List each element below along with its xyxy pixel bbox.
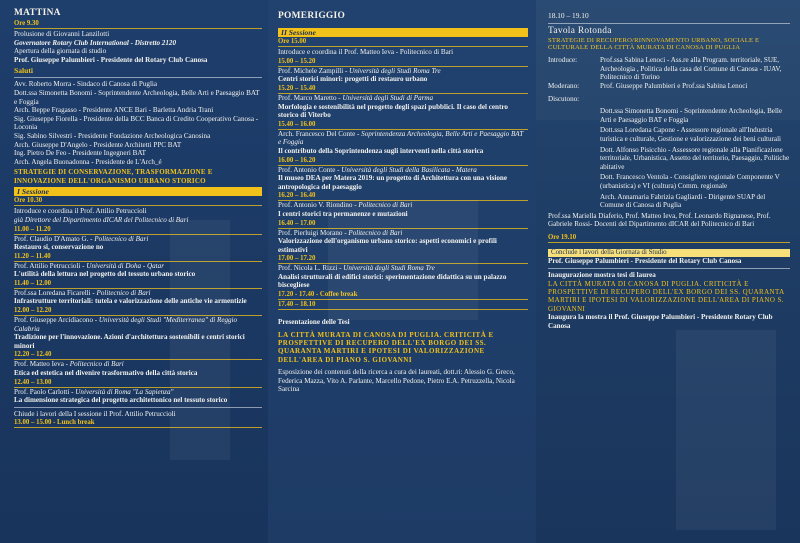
talk-affiliation: Università degli Studi Roma Tre xyxy=(349,66,441,75)
talk-item: 12.00 – 12.20 Prof. Giuseppe Arcidiacono - Università degli Studi "Mediterranea" di Reggio Calabria Tradizione per l'innovazione. Azioni d'architettura sostenibili e centri storici minori xyxy=(14,307,262,350)
talk-time: 15.40 – 16.00 xyxy=(278,121,528,130)
talk-title: Restauro si, conservazione no xyxy=(14,243,104,252)
mostra-label: Inaugurazione mostra tesi di laurea xyxy=(548,271,656,280)
talk-speaker: Prof.ssa Loredana Ficarelli xyxy=(14,288,91,297)
saluto-item: Ing. Pietro De Feo - Presidente Ingegneri BAT xyxy=(14,149,146,158)
session-1-intro-role: già Direttore del Dipartimento dICAR del Politecnico di Bari xyxy=(14,215,189,224)
talk-item: 17.00 – 17.20 Prof. Nicola L. Rizzi - Università degli Studi Roma Tre Analisi strutturali di edifici storici: sperimentazione didattica su un palazzo bisceglíese xyxy=(278,255,528,290)
talk-item: 11.20 – 11.40 Prof. Attilio Petruccioli - Università di Doha - Qatar L'utilità della lettura nel progetto del tessuto urbano storico xyxy=(14,253,262,279)
talk-speaker: Arch. Francesco Del Conte xyxy=(278,129,356,138)
session-1-intro: Introduce e coordina il Prof. Attilio Petruccioli xyxy=(14,207,147,216)
docenti-text: Prof.ssa Mariella Diaferio, Prof. Matteo Ieva, Prof. Leonardo Rignanese, Prof. Gabriele Rossi- Docenti del Dipartimento dICAR del Politecnico di Bari xyxy=(548,211,771,229)
talk-time: 15.20 – 15.40 xyxy=(278,85,528,94)
introduce-label: Introduce: xyxy=(548,56,578,65)
strategie-heading: STRATEGIE DI CONSERVAZIONE, TRASFORMAZIONE E INNOVAZIONE DELL'ORGANISMO URBANO STORICO xyxy=(14,168,213,185)
talk-affiliation: Politecnico di Bari xyxy=(69,360,124,369)
talk-affiliation: Politecnico di Bari xyxy=(96,288,151,297)
talk-affiliation: Università di Roma "La Sapienza" xyxy=(75,387,174,396)
talk-speaker: Prof. Michele Zampilli xyxy=(278,66,344,75)
talk-affiliation: Università degli Studi della Basilicata - Matera xyxy=(341,165,477,174)
mostra-title: LA CITTÀ MURATA DI CANOSA DI PUGLIA. CRITICITÀ E PROSPETTIVE DI RECUPERO DELL'EX BORGO DEI SS. QUARANTA MARTIRI E IPOTESI DI VALORIZZAZIONE DELL'AREA DI PIANO S. GIOVANNI xyxy=(548,279,785,313)
talk-speaker: Prof. Paolo Carlotti xyxy=(14,387,70,396)
tesi-text: Esposizione dei contenuti della ricerca a cura dei laureati, dott.ri: Alessio G. Greco, Federica Mazza, Vito A. Parlante, Marcello Pedone, Pietro E.A. Petruzzella, Nicola Sarcina xyxy=(278,368,515,394)
saluto-item: Arch. Angela Buonadonna - Presidente de L'Arch_é xyxy=(14,157,162,166)
talk-time: 17.00 – 17.20 xyxy=(278,255,528,264)
close-text-value: Prof. Giuseppe Palumbieri - Presidente del Rotary Club Canosa xyxy=(548,257,742,266)
talk-time: 11.40 – 12.00 xyxy=(14,280,262,289)
mattina-column xyxy=(0,0,268,543)
modera-label: Moderano: xyxy=(548,81,580,90)
mattina-title: MATTINA xyxy=(14,8,61,18)
talk-title: Morfologia e sostenibilità nel progetto degli spazi pubblici. Il caso del centro storico di Viterbo xyxy=(278,102,508,120)
talk-item: 12.20 – 12.40 Prof. Matteo Ieva - Politecnico di Bari Etica ed estetica nel divenire trasformativo della città storica xyxy=(14,351,262,377)
tesi-title: LA CITTÀ MURATA DI CANOSA DI PUGLIA. CRITICITÀ E PROSPETTIVE DI RECUPERO DELL'EX BORGO DEI SS. QUARANTA MARTIRI E IPOTESI DI VALORIZZAZIONE DELL'AREA DI PIANO S. GIOVANNI xyxy=(278,330,494,364)
talk-item: 15.20 – 15.40 Prof. Marco Maretto - Università degli Studi di Parma Morfologia e sostenibilità nel progetto degli spazi pubblici. Il caso del centro storico di Viterbo xyxy=(278,85,528,120)
talk-item: 16.40 – 17.00 Prof. Pierluigi Morano - Politecnico di Bari Valorizzazione dell'organismo urbano storico: aspetti economici e profili estimativi xyxy=(278,220,528,255)
mostra-text: Inaugura la mostra il Prof. Giuseppe Palumbieri - Presidente Rotary Club Canosa xyxy=(548,313,773,330)
tavola-title: Tavola Rotonda xyxy=(548,25,612,36)
saluto-item: Sig. Giuseppe Fiorella - Presidente della BCC Banca di Credito Cooperativo Canosa - Loconia xyxy=(14,114,259,132)
talk-affiliation: Soprintendenza Archeologia, Belle Arti e Paesaggio BAT e Foggia xyxy=(278,129,524,147)
session-2-label: II Sessione xyxy=(278,28,528,37)
talk-item: 11.40 – 12.00 Prof.ssa Loredana Ficarelli - Politecnico di Bari Infrastrutture territoriali: tutela e valorizzazione delle antiche vie armentizie xyxy=(14,280,262,306)
opening-line-2: Governatore Rotary Club International - Distretto 2120 xyxy=(14,38,176,47)
discutono-item: Arch. Annamaria Fabrizia Gagliardi - Dirigente SUAP del Comune di Canosa di Puglia xyxy=(600,192,766,210)
discutono-item: Dott.ssa Simonetta Bonomi - Soprintendente Archeologia, Belle Arti e Paesaggio BAT e Foggia xyxy=(600,107,783,124)
talk-time: 15.00 – 15.20 xyxy=(278,58,528,67)
talk-item: 15.00 – 15.20 Prof. Michele Zampilli - Università degli Studi Roma Tre Centri storici minori: progetti di restauro urbano xyxy=(278,58,528,84)
sera-column xyxy=(536,0,800,543)
talk-speaker: Prof. Marco Maretto xyxy=(278,93,337,102)
opening-line-3: Apertura della giornata di studio xyxy=(14,47,107,56)
talk-title: Il museo DEA per Matera 2019: un progetto di Architettura con una visione antropologica del paesaggio xyxy=(278,174,507,191)
talk-title: Tradizione per l'innovazione. Azioni d'architettura sostenibili e centri storici minori xyxy=(14,333,245,350)
talk-title: Centri storici minori: progetti di restauro urbano xyxy=(278,75,428,84)
close-text xyxy=(548,257,790,266)
talk-title: Valorizzazione dell'organismo urbano storico: aspetti economici e profili estimativi xyxy=(278,237,497,254)
talk-title: I centri storici tra permanenze e mutazioni xyxy=(278,209,408,218)
talk-affiliation: Università degli Studi di Parma xyxy=(342,93,434,102)
talk-time: 16.00 – 16.20 xyxy=(278,157,528,166)
modera-text: Prof. Giuseppe Palumbieri e Prof.ssa Sabina Lenoci xyxy=(600,81,748,90)
discutono-item: Dott. Alfonso Pisicchio - Assessore regionale alla Pianificazione territoriale, Urbanistica, Assetto del territorio, Paesaggio, Politiche abitative xyxy=(600,145,790,171)
talk-affiliation: Politecnico di Bari xyxy=(358,201,413,210)
session-1-time: Ore 10.30 xyxy=(14,197,262,206)
talk-time: 12.00 – 12.20 xyxy=(14,307,262,316)
talk-speaker: Prof. Matteo Ieva xyxy=(14,360,64,369)
talk-item: 11.00 – 11.20 Prof. Claudio D'Amato G. - Politecnico di Bari Restauro si, conservazione no xyxy=(14,226,262,252)
talk-item: 15.40 – 16.00 Arch. Francesco Del Conte - Soprintendenza Archeologia, Belle Arti e Paesaggio BAT e Foggia Il contributo della Soprintendenza sugli interventi nella città storica xyxy=(278,121,528,156)
talk-item: 16.00 – 16.20 Prof. Antonio Conte - Università degli Studi della Basilicata - Matera Il museo DEA per Matera 2019: un progetto di Architettura con una visione antropologica del paesaggio xyxy=(278,157,528,192)
discutono-item: Dott.ssa Loredana Capone - Assessore regionale all'Industria turistica e culturale, Gestione e valorizzazione dei beni culturali xyxy=(600,126,782,143)
talk-item: 16.20 – 16.40 Prof. Antonio V. Riondino - Politecnico di Bari I centri storici tra permanenze e mutazioni xyxy=(278,192,528,218)
saluto-item: Avv. Roberto Morra - Sindaco di Canosa di Puglia xyxy=(14,80,158,89)
talk-affiliation: Università degli Studi Roma Tre xyxy=(343,264,435,273)
saluto-item: Arch. Giuseppe D'Angelo - Presidente Architetti PPC BAT xyxy=(14,140,182,149)
session-2-intro: Introduce e coordina il Prof. Matteo Ieva - Politecnico di Bari xyxy=(278,48,454,57)
pomeriggio-title: POMERIGGIO xyxy=(278,11,346,21)
talk-speaker: Prof. Claudio D'Amato G. xyxy=(14,234,89,243)
lunch-break: 13.00 – 15.00 - Lunch break xyxy=(14,419,262,428)
discutono-item: Dott. Francesco Ventola - Consigliere regionale Componente V (urbanistica) e VI (cultura) Comm. regionale xyxy=(600,173,780,190)
opening-line-1: Prolusione di Giovanni Lanzilotti xyxy=(14,30,110,38)
discutono-label: Discutono: xyxy=(548,94,580,103)
talk-title: Infrastrutture territoriali: tutela e valorizzazione delle antiche vie armentizie xyxy=(14,297,247,306)
talk-title: L'utilità della lettura nel progetto del tessuto urbano storico xyxy=(14,270,196,279)
close-time: Ore 19.10 xyxy=(548,234,790,243)
saluto-item: Arch. Beppe Fragasso - Presidente ANCE Bari - Barletta Andria Trani xyxy=(14,106,214,115)
discutono-list xyxy=(548,107,790,210)
talk-title: La dimensione strategica del progetto architettonico nel tessuto storico xyxy=(14,396,228,405)
talk-title: Analisi strutturali di edifici storici: sperimentazione didattica su un palazzo bisceglíese xyxy=(278,272,507,290)
tesi-time: 17.40 – 18.10 xyxy=(278,301,528,310)
talk-time: 16.20 – 16.40 xyxy=(278,192,528,201)
talk-affiliation: Università degli Studi "Mediterranea" di Reggio Calabria xyxy=(14,316,238,333)
talk-speaker: Prof. Giuseppe Arcidiacono xyxy=(14,316,93,325)
talk-affiliation: Politecnico di Bari xyxy=(94,234,149,243)
saluto-item: Dott.ssa Simonetta Bonomi - Soprintendente Archeologia, Belle Arti e Paesaggio BAT e Foggia xyxy=(14,88,260,106)
tesi-label: Presentazione delle Tesi xyxy=(278,318,350,327)
talk-time: 16.40 – 17.00 xyxy=(278,220,528,229)
saluti-list xyxy=(14,80,262,166)
tavola-subtitle: STRATEGIE DI RECUPERO/RINNOVAMENTO URBANO, SOCIALE E CULTURALE DELLA CITTÀ MURATA DI CANOSA DI PUGLIA xyxy=(548,36,760,52)
opening-line-4: Prof. Giuseppe Palumbieri - Presidente del Rotary Club Canosa xyxy=(14,55,208,64)
talk-affiliation: Università di Doha - Qatar xyxy=(86,261,164,270)
talk-speaker: Prof. Attilio Petruccioli xyxy=(14,261,81,270)
talk-time: 11.20 – 11.40 xyxy=(14,253,262,262)
talk-title: Etica ed estetica nel divenire trasformativo della città storica xyxy=(14,369,198,378)
talk-speaker: Prof. Antonio V. Riondino xyxy=(278,201,353,210)
saluto-item: Sig. Sabino Silvestri - Presidente Fondazione Archeologica Canosina xyxy=(14,131,211,140)
session-1-close: Chiude i lavori della I sessione il Prof. Attilio Petruccioli xyxy=(14,409,176,418)
talk-time: 11.00 – 11.20 xyxy=(14,226,262,235)
pomeriggio-column xyxy=(268,0,536,543)
talk-time: 12.20 – 12.40 xyxy=(14,351,262,360)
close-label: Conclude i lavori della Giornata di Studio xyxy=(548,249,790,258)
talk-speaker: Prof. Pierluigi Morano xyxy=(278,228,343,237)
talk-time: 12.40 – 13.00 xyxy=(14,379,262,388)
talk-speaker: Prof. Antonio Conte xyxy=(278,165,336,174)
opening-time: Ore 9.30 xyxy=(14,20,262,29)
session-1-label: I Sessione xyxy=(14,187,262,196)
introduce-text: Prof.ssa Sabina Lenoci - Ass.re alla Program. territoriale, SUE, Archeologia , Politica della casa del Comune di Canosa - IUAV, Politecnico di Torino xyxy=(600,56,782,82)
talk-speaker: Prof. Nicola L. Rizzi xyxy=(278,264,338,273)
tavola-time: 18.10 – 19.10 xyxy=(548,11,589,20)
saluti-label: Saluti xyxy=(14,66,33,76)
talk-item: 12.40 – 13.00 Prof. Paolo Carlotti - Università di Roma "La Sapienza" La dimensione strategica del progetto architettonico nel tessuto storico xyxy=(14,379,262,405)
talk-affiliation: Politecnico di Bari xyxy=(348,228,403,237)
coffee-break: 17.20 - 17.40 - Coffee break xyxy=(278,291,528,300)
session-2-time: Ore 15.00 xyxy=(278,38,528,47)
talk-title: Il contributo della Soprintendenza sugli interventi nella città storica xyxy=(278,146,484,155)
